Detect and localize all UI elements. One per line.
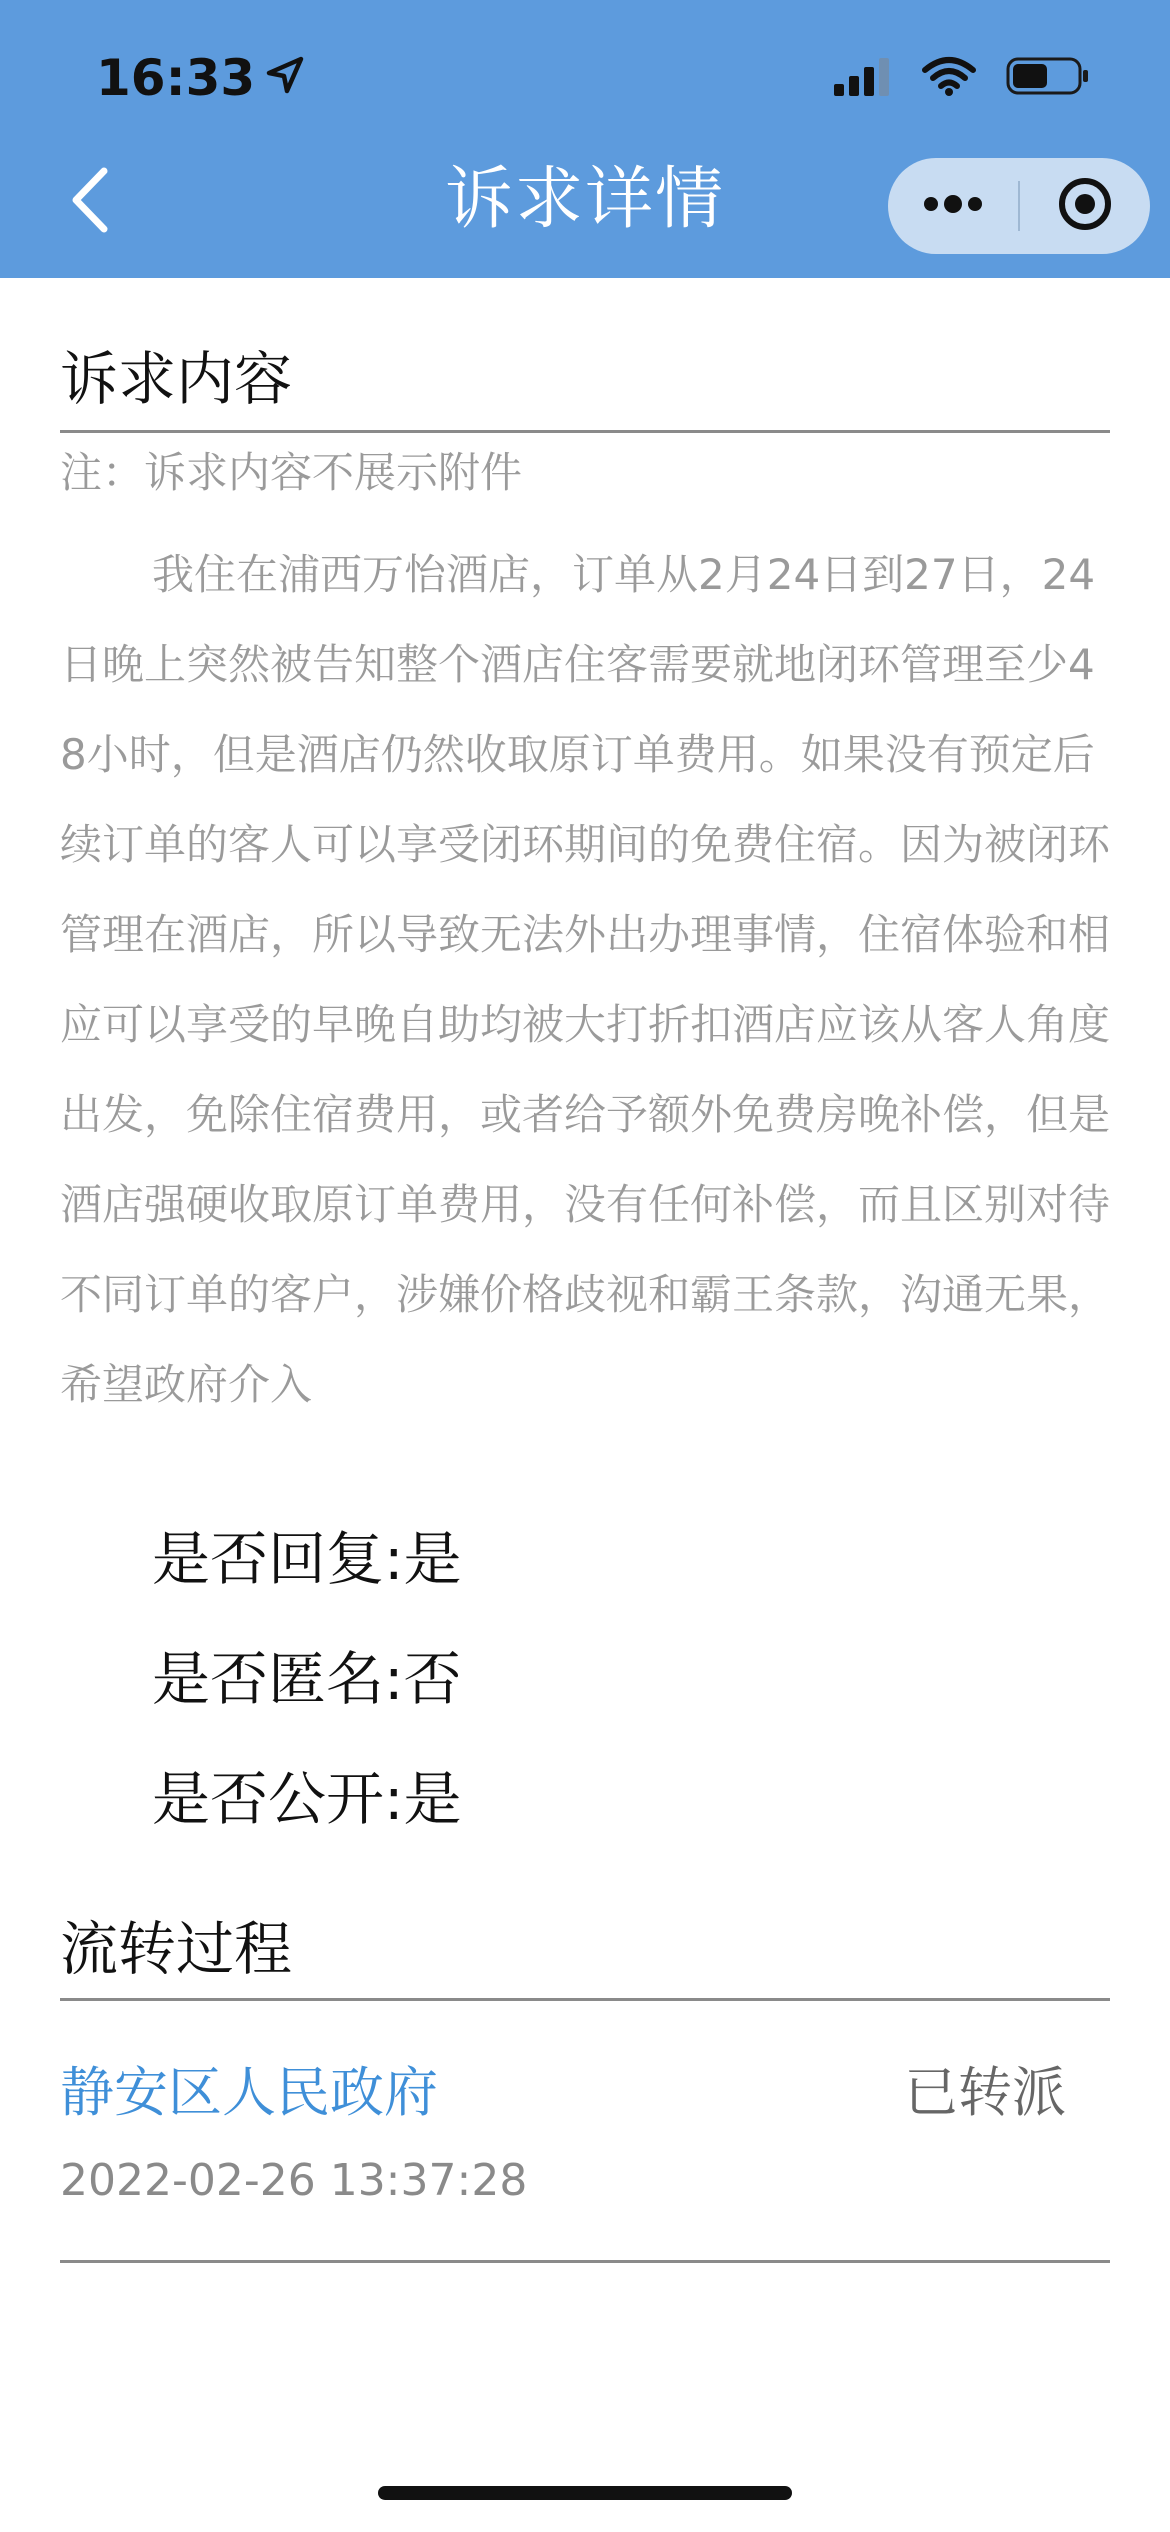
status-time: 16:33 (96, 49, 256, 107)
reply-flag: 是否回复:是 (152, 1525, 462, 1593)
flow-divider (60, 1998, 1110, 2001)
wifi-icon (922, 56, 976, 100)
page-title: 诉求详情 (444, 160, 725, 239)
appeal-section-title: 诉求内容 (60, 345, 293, 413)
mini-program-capsule (888, 158, 1150, 254)
anonymous-flag: 是否匿名:否 (152, 1645, 462, 1713)
more-dots-icon (921, 194, 985, 218)
home-indicator[interactable] (378, 2486, 792, 2500)
more-button[interactable] (888, 158, 1018, 254)
appeal-body: 我住在浦西万怡酒店，订单从2月24日到27日，24日晚上突然被告知整个酒店住客需要就地闭环管理至少48小时，但是酒店仍然收取原订单费用。如果没有预定后续订单的客人可以享受闭环期间的免费住宿。因为被闭环管理在酒店，所以导致无法外出办理事情，住宿体验和相应可以享受的早晚自助均被大打折扣酒店应该从客人角度出发，免除住宿费用，或者给予额外免费房晚补偿，但是酒店强硬收取原订单费用，没有任何补偿，而且区别对待不同订单的客户，涉嫌价格歧视和霸王条款，沟通无果，希望政府介入 (60, 550, 1111, 1409)
location-arrow-icon (265, 49, 305, 107)
flow-item-divider (60, 2260, 1110, 2263)
flow-section-title: 流转过程 (60, 1915, 293, 1983)
attachment-note: 注：诉求内容不展示附件 (60, 448, 523, 497)
target-icon (1057, 176, 1113, 236)
flow-department-link[interactable]: 静安区人民政府 (60, 2061, 438, 2124)
flow-timestamp: 2022-02-26 13:37:28 (60, 2155, 528, 2206)
status-bar-icons (834, 52, 1090, 104)
public-flag: 是否公开:是 (152, 1765, 462, 1833)
status-bar-time-group (96, 46, 305, 110)
header-bar (0, 0, 1170, 278)
battery-icon (1006, 55, 1090, 101)
appeal-divider (60, 430, 1110, 433)
close-mini-program-button[interactable] (1020, 158, 1150, 254)
flow-status-badge: 已转派 (904, 2061, 1066, 2124)
cellular-signal-icon (834, 56, 892, 100)
